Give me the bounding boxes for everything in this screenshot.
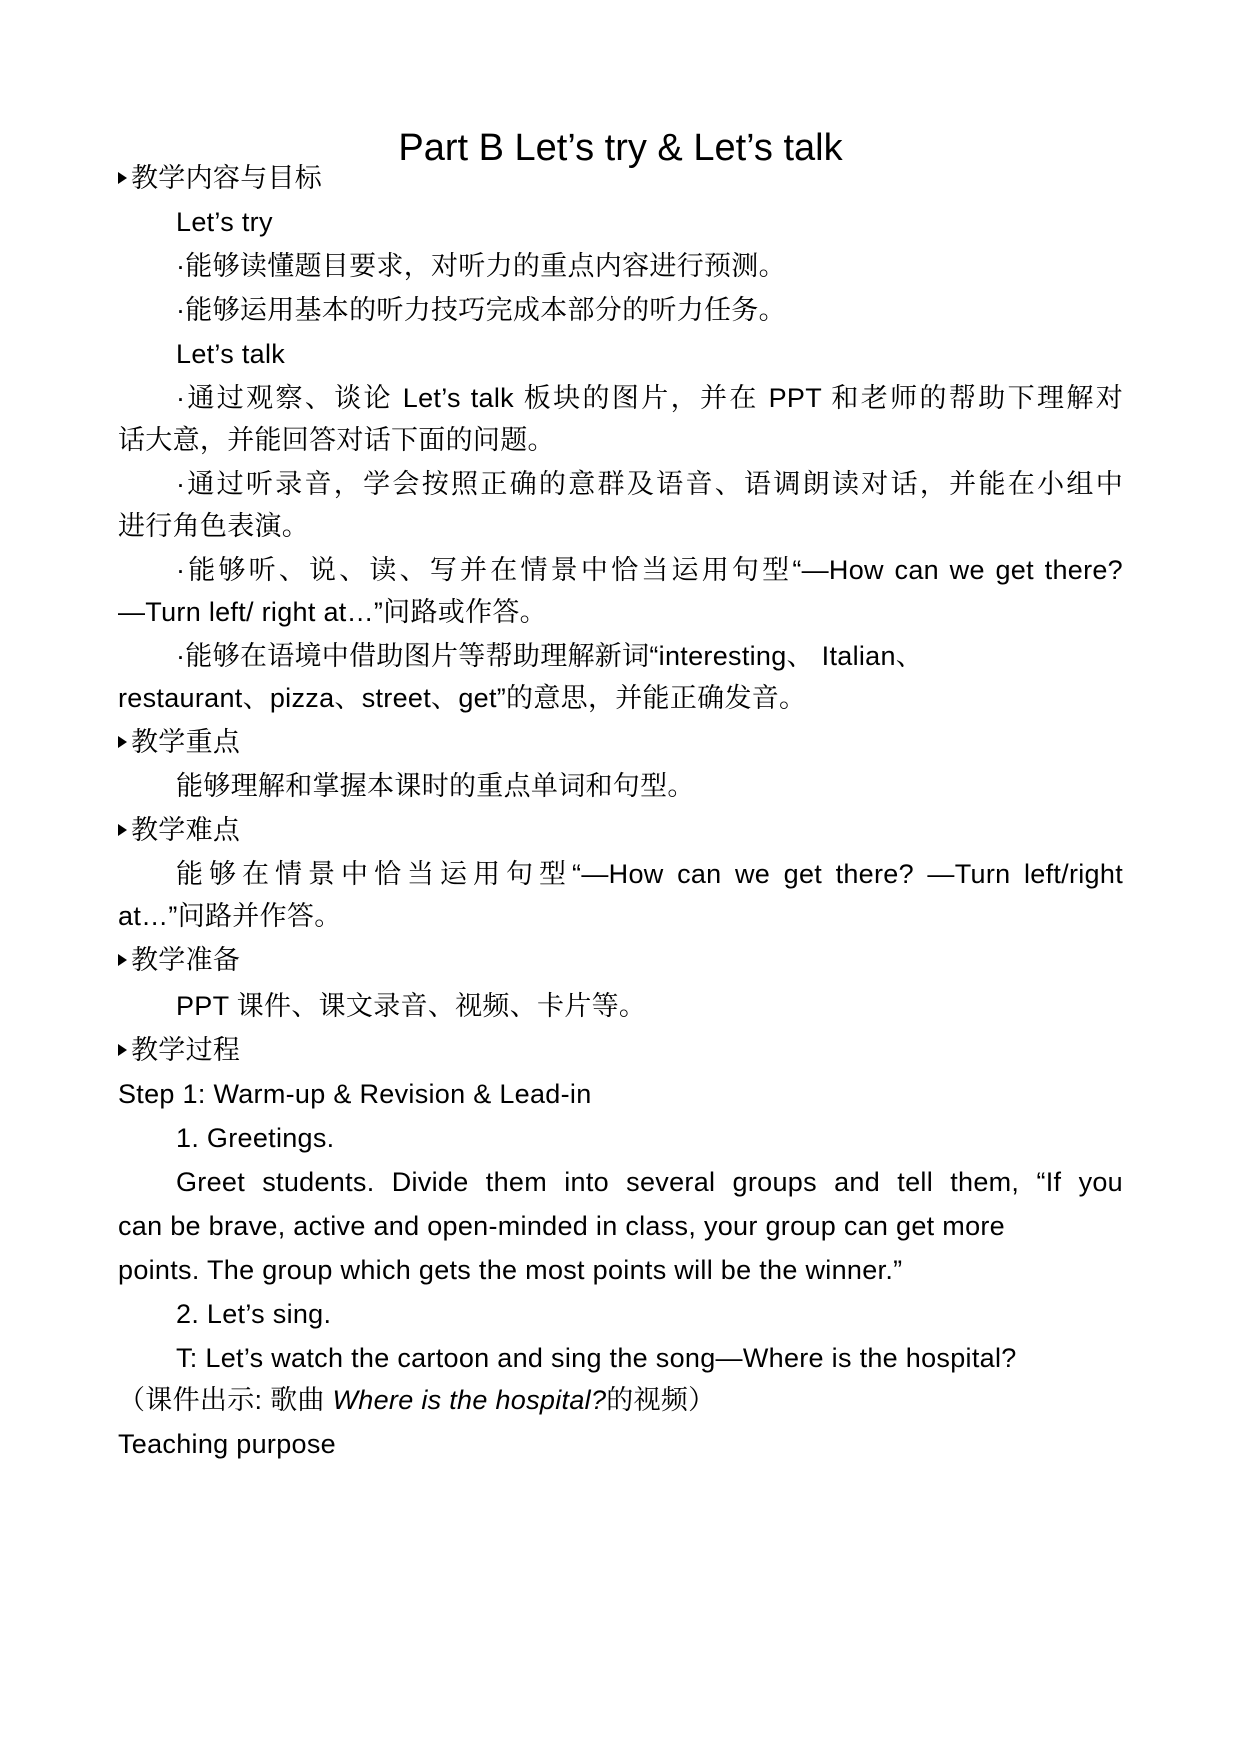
teaching-purpose-heading: Teaching purpose: [118, 1429, 336, 1459]
section-heading-content-goals: 教学内容与目标: [118, 158, 1123, 198]
courseware-note-prefix: （课件出示: 歌曲: [118, 1385, 333, 1415]
difficulties-line-1: 能够在情景中恰当运用句型“—How can we get there? —Turn left/right: [176, 859, 1123, 889]
song-title: Where is the hospital?: [332, 1385, 607, 1415]
greetings-line-3: points. The group which gets the most points will be the winner.”: [118, 1255, 903, 1285]
section-heading-key-points: 教学重点: [118, 722, 1123, 762]
triangle-bullet-icon: [118, 824, 127, 836]
sing-line-2: [118, 1380, 1123, 1420]
lets-talk-item-4-line-1: ·能够在语境中借助图片等帮助理解新词“interesting、 Italian、: [176, 641, 924, 671]
step-1-heading: Step 1: Warm-up & Revision & Lead-in: [118, 1079, 592, 1109]
section-heading-preparation: 教学准备: [118, 940, 1123, 980]
key-points-text: 能够理解和掌握本课时的重点单词和句型。: [176, 771, 695, 801]
sing-heading: 2. Let’s sing.: [176, 1299, 332, 1329]
lets-talk-item-3-line-2: —Turn left/ right at…”问路或作答。: [118, 597, 547, 627]
courseware-note-suffix: 的视频）: [606, 1385, 716, 1415]
lets-try-heading: Let’s try: [176, 207, 273, 237]
lets-talk-item-2-line-2: 进行角色表演。: [118, 511, 310, 541]
section-heading-process: 教学过程: [118, 1030, 1123, 1070]
greetings-heading: 1. Greetings.: [176, 1123, 335, 1153]
lets-talk-item-1-line-1: ·通过观察、谈论 Let’s talk 板块的图片，并在 PPT 和老师的帮助下理解对: [176, 383, 1123, 413]
triangle-bullet-icon: [118, 954, 127, 966]
greetings-line-2: can be brave, active and open-minded in class, your group can get more: [118, 1211, 1006, 1241]
sing-line-1: T: Let’s watch the cartoon and sing the song—Where is the hospital?: [176, 1343, 1017, 1373]
difficulties-line-2: at…”问路并作答。: [118, 901, 342, 931]
lets-talk-item-2-line-1: ·通过听录音，学会按照正确的意群及语音、语调朗读对话，并能在小组中: [176, 469, 1123, 499]
triangle-bullet-icon: [118, 1044, 127, 1056]
lets-talk-heading: Let’s talk: [176, 339, 286, 369]
lets-try-item-1: ·能够读懂题目要求，对听力的重点内容进行预测。: [176, 251, 786, 281]
lets-talk-item-4-line-2: restaurant、pizza、street、get”的意思，并能正确发音。: [118, 683, 807, 713]
lets-try-item-2: ·能够运用基本的听力技巧完成本部分的听力任务。: [176, 295, 786, 325]
preparation-text: PPT 课件、课文录音、视频、卡片等。: [176, 991, 647, 1021]
document-title: Part B Let’s try & Let’s talk: [398, 127, 843, 169]
lets-talk-item-1-line-2: 话大意，并能回答对话下面的问题。: [118, 425, 555, 455]
triangle-bullet-icon: [118, 736, 127, 748]
section-heading-difficulties: 教学难点: [118, 810, 1123, 850]
lets-talk-item-3-line-1: ·能够听、说、读、写并在情景中恰当运用句型“—How can we get there?: [176, 555, 1123, 585]
triangle-bullet-icon: [118, 172, 127, 184]
greetings-line-1: Greet students. Divide them into several groups and tell them, “If you: [176, 1167, 1123, 1197]
